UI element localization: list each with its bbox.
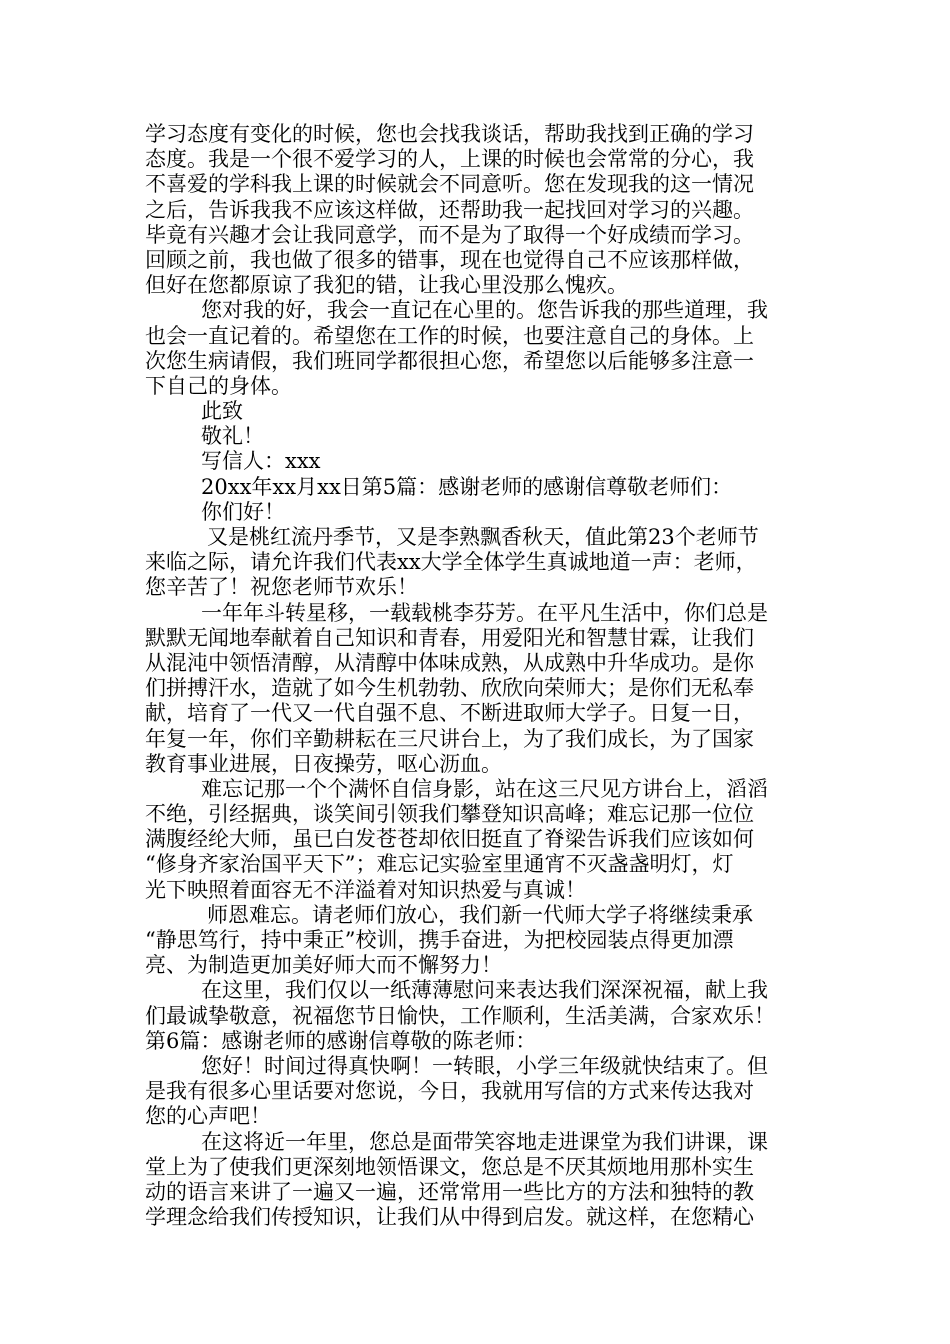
text-line: 第6篇：感谢老师的感谢信尊敬的陈老师： xyxy=(145,1028,537,1053)
text-line: 您好！时间过得真快啊！一转眼，小学三年级就快结束了。但 xyxy=(201,1053,768,1078)
text-line: 一年年斗转星移，一载载桃李芬芳。在平凡生活中，你们总是 xyxy=(201,600,768,625)
text-line: 在这里，我们仅以一纸薄薄慰问来表达我们深深祝福，献上我 xyxy=(201,978,768,1003)
text-line: 在这将近一年里，您总是面带笑容地走进课堂为我们讲课，课 xyxy=(201,1129,768,1154)
text-line: 但好在您都原谅了我犯的错，让我心里没那么愧疚。 xyxy=(145,273,628,298)
text-line: 20xx年xx月xx日第5篇：感谢老师的感谢信尊敬老师们： xyxy=(201,474,733,499)
text-line: 此致 xyxy=(201,399,243,424)
text-line: 不喜爱的学科我上课的时候就会不同意听。您在发现我的这一情况 xyxy=(145,172,754,197)
text-line: 光下映照着面容无不洋溢着对知识热爱与真诚！ xyxy=(145,877,586,902)
text-line: 敬礼！ xyxy=(201,424,264,449)
text-line: 默默无闻地奉献着自己知识和青春，用爱阳光和智慧甘霖，让我们 xyxy=(145,625,754,650)
text-line: 堂上为了使我们更深刻地领悟课文，您总是不厌其烦地用那朴实生 xyxy=(145,1154,754,1179)
text-line: 毕竟有兴趣才会让我同意学，而不是为了取得一个好成绩而学习。 xyxy=(145,222,754,247)
text-line: 从混沌中领悟清醇，从清醇中体味成熟，从成熟中升华成功。是你 xyxy=(145,650,754,675)
text-line: “修身齐家治国平天下”；难忘记实验室里通宵不灭盏盏明灯，灯 xyxy=(145,852,734,877)
text-line: 学理念给我们传授知识，让我们从中得到启发。就这样，在您精心 xyxy=(145,1205,754,1230)
text-line: 也会一直记着的。希望您在工作的时候，也要注意自己的身体。上 xyxy=(145,323,754,348)
text-line: 态度。我是一个很不爱学习的人，上课的时候也会常常的分心，我 xyxy=(145,147,754,172)
text-line: 难忘记那一个个满怀自信身影，站在这三尺见方讲台上，滔滔 xyxy=(201,776,768,801)
text-line: 写信人：xxx xyxy=(201,449,321,474)
text-line: 您辛苦了！祝您老师节欢乐！ xyxy=(145,575,418,600)
text-line: “静思笃行，持中秉正”校训，携手奋进，为把校园装点得更加漂 xyxy=(145,928,734,952)
text-line: 您对我的好，我会一直记在心里的。您告诉我的那些道理，我 xyxy=(201,298,768,323)
text-line: 你们好！ xyxy=(201,499,285,524)
text-line: 来临之际，请允许我们代表xx大学全体学生真诚地道一声：老师， xyxy=(145,550,757,575)
text-line: 教育事业进展，日夜操劳，呕心沥血。 xyxy=(145,751,502,776)
text-line: 回顾之前，我也做了很多的错事，现在也觉得自己不应该那样做， xyxy=(145,247,754,272)
text-line: 不绝，引经据典，谈笑间引领我们攀登知识高峰；难忘记那一位位 xyxy=(145,802,754,827)
text-line: 又是桃红流丹季节，又是李熟飘香秋天，值此第23个老师节 xyxy=(207,525,759,549)
text-line: 是我有很多心里话要对您说，今日，我就用写信的方式来传达我对 xyxy=(145,1079,754,1104)
text-line: 次您生病请假，我们班同学都很担心您，希望您以后能够多注意一 xyxy=(145,348,754,373)
text-line: 师恩难忘。请老师们放心，我们新一代师大学子将继续秉承 xyxy=(207,902,753,927)
text-line: 亮、为制造更加美好师大而不懈努力！ xyxy=(145,953,502,978)
document-page xyxy=(145,122,825,1230)
text-line: 下自己的身体。 xyxy=(145,373,292,398)
text-line: 们最诚挚敬意，祝福您节日愉快，工作顺利，生活美满，合家欢乐！ xyxy=(145,1003,775,1028)
text-line: 年复一年，你们辛勤耕耘在三尺讲台上，为了我们成长，为了国家 xyxy=(145,726,754,751)
text-line: 您的心声吧！ xyxy=(145,1104,271,1129)
text-line: 满腹经纶大师，虽已白发苍苍却依旧挺直了脊梁告诉我们应该如何 xyxy=(145,827,754,852)
text-line: 动的语言来讲了一遍又一遍，还常常用一些比方的方法和独特的教 xyxy=(145,1179,754,1204)
text-line: 学习态度有变化的时候，您也会找我谈话，帮助我找到正确的学习 xyxy=(145,122,754,146)
text-line: 之后，告诉我我不应该这样做，还帮助我一起找回对学习的兴趣。 xyxy=(145,197,754,222)
text-line: 们拼搏汗水，造就了如今生机勃勃、欣欣向荣师大；是你们无私奉 xyxy=(145,676,754,701)
text-line: 献，培育了一代又一代自强不息、不断进取师大学子。日复一日， xyxy=(145,701,754,726)
